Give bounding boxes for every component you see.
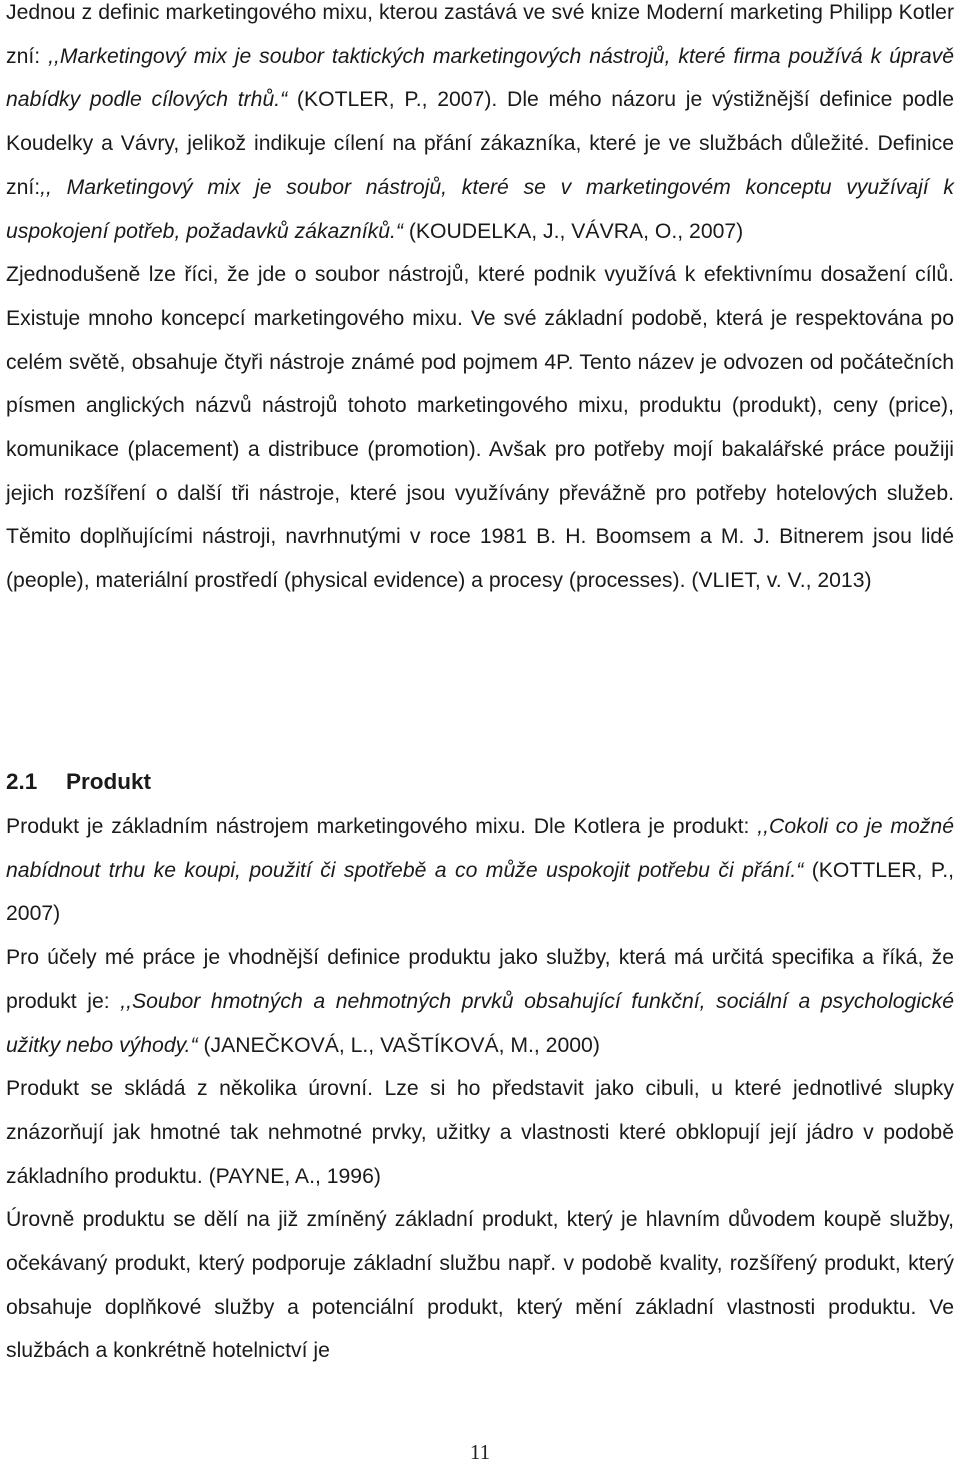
- section-heading: [6, 760, 151, 804]
- paragraph-4p-concept: Zjednodušeně lze říci, že jde o soubor nástrojů, které podnik využívá k efektivnímu dosažení cílů. Existuje mnoho koncepcí marketingového mixu. Ve své základní podobě, která je respektována po celém světě, obsahuje čtyři nástroje známé pod pojmem 4P. Tento název je odvozen od počátečních písmen anglických názvů nástrojů tohoto marketingového mixu, produktu (produkt), ceny (price), komunikace (placement) a distribuce (promotion). Avšak pro potřeby mojí bakalářské práce použiji jejich rozšíření o další tři nástroje, které jsou využívány převážně pro potřeby hotelových služeb. Těmito doplňujícími nástroji, navrhnutými v roce 1981 B. H. Boomsem a M. J. Bitnerem jsou lidé (people), materiální prostředí (physical evidence) a procesy (processes). (VLIET, v. V., 2013): [6, 263, 954, 593]
- section-number: 2.1: [6, 769, 38, 794]
- text-run: Produkt je základním nástrojem marketingového mixu. Dle Kotlera je produkt:: [6, 815, 758, 838]
- page-number: 11: [469, 1440, 491, 1464]
- quote-kotler: ,,Marketingový mix je soubor taktických marketingových nástrojů, které firma používá k úpravě nabídky podle cílových trhů.“: [6, 44, 954, 112]
- quote-janeckova: ,,Soubor hmotných a nehmotných prvků obsahující funkční, sociální a psychologické užitky nebo výhody.“: [6, 989, 954, 1057]
- paragraph-service-definition: [6, 936, 954, 1067]
- section-body: [6, 805, 954, 1373]
- quote-koudelka: ,, Marketingový mix je soubor nástrojů, které se v marketingovém konceptu využívají k uspokojení potřeb, požadavků zákazníků.“: [6, 175, 954, 243]
- paragraph-product-definition: [6, 805, 954, 936]
- citation: (KOUDELKA, J., VÁVRA, O., 2007): [402, 219, 744, 243]
- text-run: Pro účely mé práce je vhodnější definice produktu jako služby, která má určitá specifika a říká, že produkt je:: [6, 946, 954, 1013]
- paragraph-product-levels-detail: Úrovně produktu se dělí na již zmíněný základní produkt, který je hlavním důvodem koupě služby, očekávaný produkt, který podporuje základní službu např. v podobě kvality, rozšířený produkt, který obsahuje doplňkové služby a potenciální produkt, který mění základní vlastnosti produktu. Ve službách a konkrétně hotelnictví je: [6, 1208, 954, 1363]
- document-page: [6, 0, 954, 1363]
- paragraph-marketing-mix-definitions: [6, 0, 954, 253]
- text-run: Jednou z definic marketingového mixu, kterou zastává ve své knize Moderní marketing Philipp Kotler zní:: [6, 1, 954, 68]
- text-run: (KOTLER, P., 2007). Dle mého názoru je výstižnější definice podle Koudelky a Vávry, jelikož indikuje cílení na přání zákazníka, které je ve službách důležité. Definice zní:: [6, 88, 954, 199]
- citation: (KOTTLER, P., 2007): [6, 858, 954, 926]
- paragraph-product-levels: Produkt se skládá z několika úrovní. Lze si ho představit jako cibuli, u které jednotlivé slupky znázorňují jak hmotné tak nehmotné prvky, užitky a vlastnosti které obklopují její jádro v podobě základního produktu. (PAYNE, A., 1996): [6, 1077, 954, 1188]
- citation: (JANEČKOVÁ, L., VAŠTÍKOVÁ, M., 2000): [197, 1033, 600, 1057]
- section-title: Produkt: [66, 769, 152, 794]
- quote-kotler-product: ,,Cokoli co je možné nabídnout trhu ke koupi, použití či spotřebě a co může uspokojit potřebu či přání.“: [6, 815, 954, 882]
